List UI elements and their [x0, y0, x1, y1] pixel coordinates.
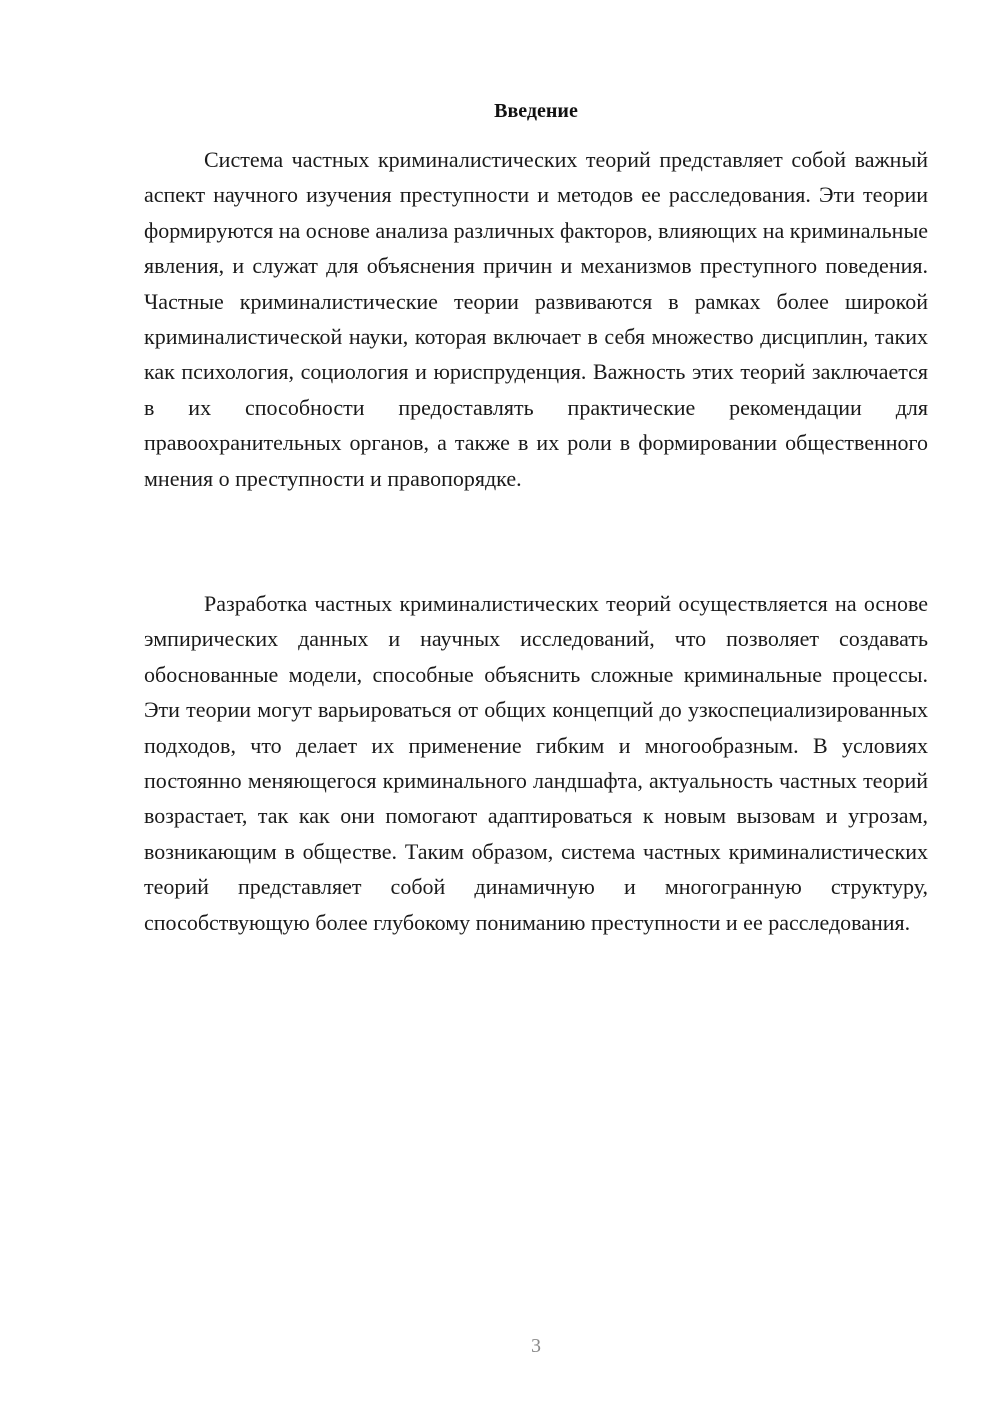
page-number: 3	[531, 1335, 541, 1357]
body-paragraph: Разработка частных криминалистических теорий осуществляется на основе эмпирических данных и научных исследований, что позволяет создавать обоснованные модели, способные объяснить сложные криминальные процессы. Эти теории могут варьироваться от общих концепций до узкоспециализированных подходов, что делает их применение гибким и многообразным. В условиях постоянно меняющегося криминального ландшафта, актуальность частных теорий возрастает, так как они помогают адаптироваться к новым вызовам и угрозам, возникающим в обществе. Таким образом, система частных криминалистических теорий представляет собой динамичную и многогранную структуру, способствующую более глубокому пониманию преступности и ее расследования.	[144, 591, 928, 935]
section-heading: Введение	[494, 100, 578, 122]
body-paragraph: Система частных криминалистических теорий представляет собой важный аспект научного изучения преступности и методов ее расследования. Эти теории формируются на основе анализа различных факторов, влияющих на криминальные явления, и служат для объяснения причин и механизмов преступного поведения. Частные криминалистические теории развиваются в рамках более широкой криминалистической науки, которая включает в себя множество дисциплин, таких как психология, социология и юриспруденция. Важность этих теорий заключается в их способности предоставлять практические рекомендации для правоохранительных органов, а также в их роли в формировании общественного мнения о преступности и правопорядке.	[144, 147, 928, 491]
